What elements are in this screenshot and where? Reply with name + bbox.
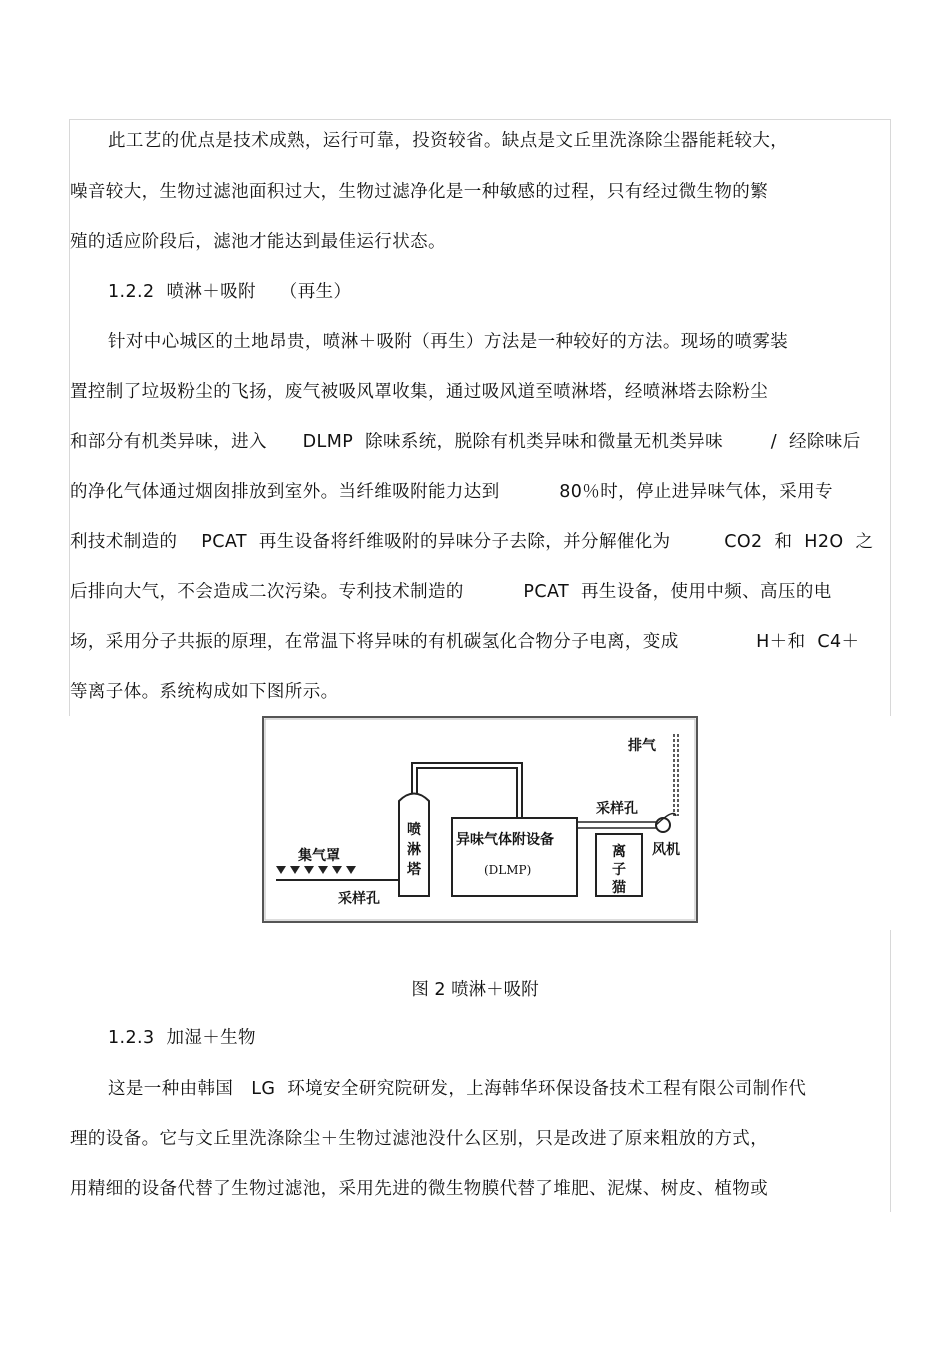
figure-caption: 图 2 喷淋＋吸附 [411,980,539,1000]
paragraph-line: 利技术制造的 PCAT 再生设备将纤维吸附的异味分子去除，并分解催化为 CO2 和 H2O 之 [70,532,874,552]
paragraph-line: 后排向大气，不会造成二次污染。专利技术制造的 PCAT 再生设备，使用中频、高压的电 [70,582,832,602]
system-diagram [262,716,698,923]
section-heading: 1.2.2 喷淋＋吸附 （再生） [108,282,352,302]
paragraph-line: 殖的适应阶段后，滤池才能达到最佳运行状态。 [70,232,446,252]
paragraph-line: 这是一种由韩国 LG 环境安全研究院研发，上海韩华环保设备技术工程有限公司制作代 [108,1079,807,1099]
paragraph-line: 针对中心城区的土地昂贵，喷淋＋吸附（再生）方法是一种较好的方法。现场的喷雾装 [108,332,789,352]
left-border [69,119,70,716]
paragraph-line: 理的设备。它与文丘里洗涤除尘＋生物过滤池没什么区别，只是改进了原来粗放的方式， [70,1129,769,1149]
fan-label: 风机 [652,842,680,858]
paragraph-line: 用精细的设备代替了生物过滤池，采用先进的微生物膜代替了堆肥、泥煤、树皮、植物或 [70,1179,769,1199]
top-border [69,119,891,120]
tower-label-2: 淋 [407,842,421,858]
paragraph-line: 等离子体。系统构成如下图所示。 [70,682,339,702]
sampling-hole-bottom-label: 采样孔 [338,891,380,907]
exhaust-label: 排气 [628,738,656,754]
ion-label-1: 离 [612,844,626,860]
section-heading: 1.2.3 加湿＋生物 [108,1028,256,1048]
device-sublabel: (DLMP) [484,863,532,877]
paragraph-line: 置控制了垃圾粉尘的飞扬，废气被吸风罩收集，通过吸风道至喷淋塔，经喷淋塔去除粉尘 [70,382,769,402]
right-border-lower [890,930,891,1212]
sampling-hole-top-label: 采样孔 [596,801,638,817]
hood-label: 集气罩 [298,848,340,864]
paragraph-line: 场，采用分子共振的原理，在常温下将异味的有机碳氢化合物分子电离，变成 H＋和 C4＋ [70,632,860,652]
ion-label-3: 猫 [612,880,626,896]
paragraph-line: 和部分有机类异味，进入 DLMP 除味系统，脱除有机类异味和微量无机类异味 / 经除味后 [70,432,861,452]
tower-label-1: 喷 [407,822,421,838]
ion-label-2: 子 [612,862,626,878]
device-label: 异味气体附设备 [456,832,554,848]
right-border [890,119,891,716]
tower-label-3: 塔 [407,862,421,878]
paragraph-line: 的净化气体通过烟囱排放到室外。当纤维吸附能力达到 80％时，停止进异味气体，采用专 [70,482,833,502]
paragraph-line: 噪音较大，生物过滤池面积过大，生物过滤净化是一种敏感的过程，只有经过微生物的繁 [70,182,769,202]
paragraph-line: 此工艺的优点是技术成熟，运行可靠，投资较省。缺点是文丘里洗涤除尘器能耗较大， [108,131,789,151]
